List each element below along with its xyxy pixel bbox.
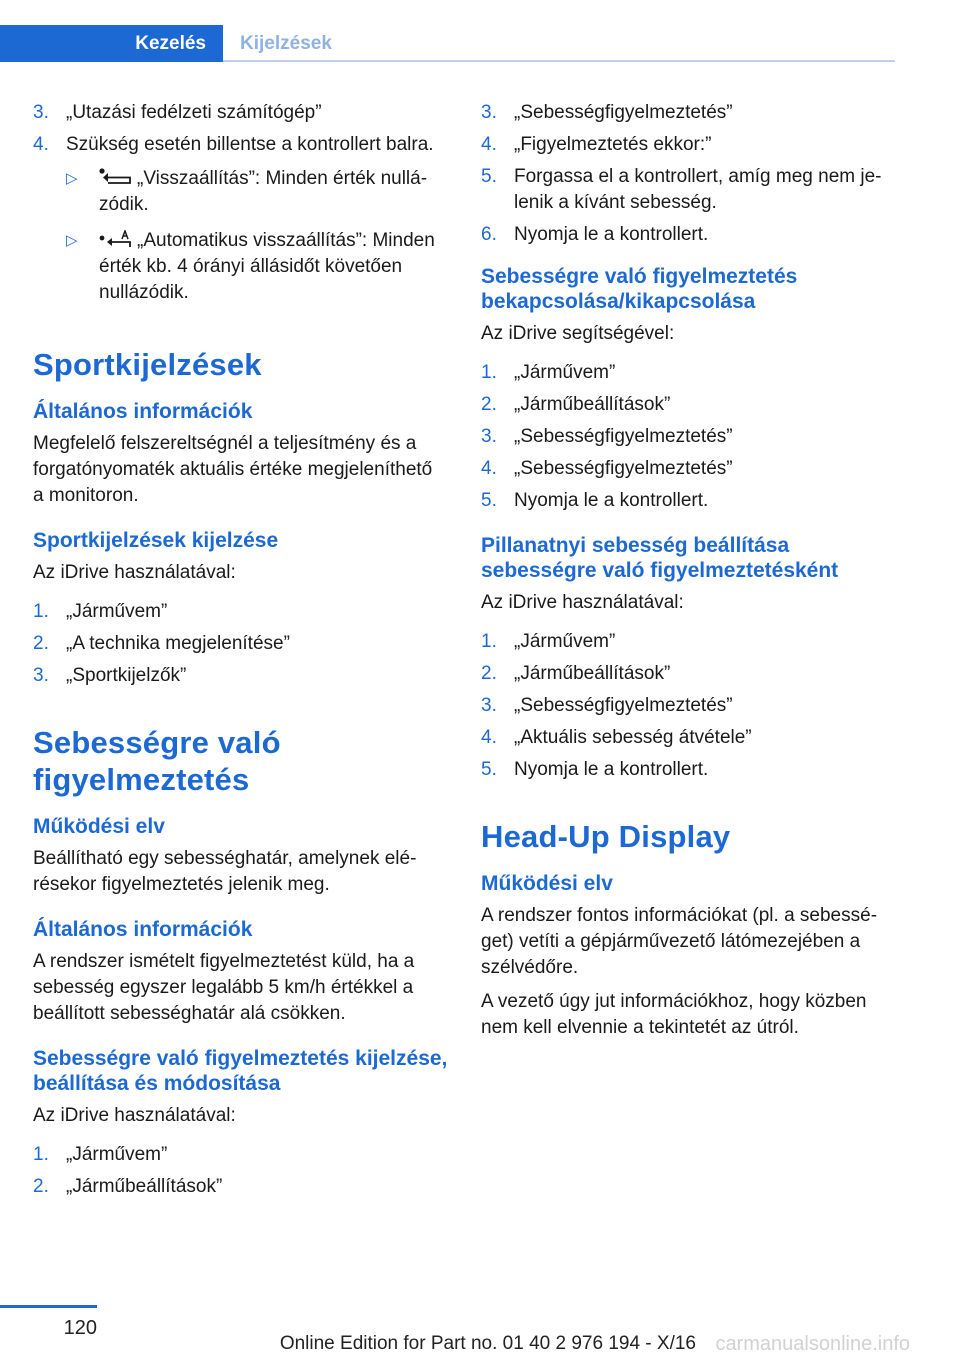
right-column	[481, 100, 896, 1041]
chapter-title-hud: Head-Up Display	[481, 819, 731, 854]
section-heading: Pillanatnyi sebesség beállítása sebességre való figyelmeztetésként	[481, 534, 839, 582]
list-item: 6. Nyomja le a kontrollert.	[481, 224, 709, 245]
warning-setup-steps-continued	[481, 100, 896, 248]
triangle-marker-icon: ▷	[66, 232, 78, 249]
warning-setup-steps	[33, 1142, 448, 1200]
tab-kezeles[interactable]: Kezelés	[0, 25, 223, 62]
paragraph: Az iDrive használatával:	[33, 562, 236, 583]
section-heading: Általános információk	[33, 918, 253, 941]
paragraph: A rendszer fontos információkat (pl. a sebességet) vetíti a gépjárművezető látómezejében a szélvédőre.	[481, 905, 878, 978]
section-heading: Sportkijelzések kijelzése	[33, 529, 279, 552]
list-item: 5. Forgassa el a kontrollert, amíg meg nem jelenik a kívánt sebesség.	[481, 166, 882, 213]
list-item: 2. „Járműbeállítások”	[481, 394, 671, 415]
trip-computer-steps	[33, 100, 448, 306]
list-item: 1. „Járművem”	[481, 631, 616, 652]
list-item: 1. „Járművem”	[33, 1144, 168, 1165]
sub-list	[66, 166, 448, 306]
paragraph: Beállítható egy sebességhatár, amelynek elérésekor figyelmeztetés jelenik meg.	[33, 848, 417, 895]
section-heading: Működési elv	[481, 872, 613, 895]
list-item: 3. „Sportkijelzők”	[33, 665, 187, 686]
tab-kijelzesek[interactable]: Kijelzések	[240, 32, 332, 54]
list-item: 4. „Figyelmeztetés ekkor:”	[481, 134, 712, 155]
paragraph: Az iDrive használatával:	[481, 592, 684, 613]
page-header	[0, 0, 960, 62]
list-item: 2. „A technika megjelenítése”	[33, 633, 290, 654]
auto-reset-icon	[99, 230, 133, 248]
header-rule	[223, 60, 895, 62]
list-item: 3. „Sebességfigyelmeztetés”	[481, 695, 733, 716]
triangle-marker-icon: ▷	[66, 170, 78, 187]
list-item: 5. Nyomja le a kontrollert.	[481, 490, 709, 511]
sub-list-item: ▷ „Automatikus visszaállítás”: Minden érték kb. 4 órányi állásidőt követően nullázódik.	[66, 230, 435, 303]
footer-rule	[0, 1305, 97, 1308]
edition-text: Online Edition for Part no. 01 40 2 976 194 - X/16	[279, 1333, 696, 1354]
list-item: 3. „Sebességfigyelmeztetés”	[481, 102, 733, 123]
list-item: 3. „Utazási fedélzeti számítógép”	[33, 102, 322, 123]
list-item: 1. „Járművem”	[33, 601, 168, 622]
paragraph: Az iDrive használatával:	[33, 1105, 236, 1126]
toggle-steps	[481, 360, 896, 514]
paragraph: Az iDrive segítségével:	[481, 323, 675, 344]
sport-steps	[33, 599, 448, 689]
reset-icon	[99, 168, 133, 186]
list-item: 4. „Aktuális sebesség átvétele”	[481, 727, 752, 748]
paragraph: A rendszer ismételt figyelmeztetést küld, ha a sebesség egyszer legalább 5 km/h értékkel a beállított sebességhatár alá csökken.	[33, 951, 415, 1024]
sub-list-item: ▷ „Visszaállítás”: Minden érték nullázódik.	[66, 168, 428, 215]
left-column	[33, 100, 448, 1206]
paragraph: A vezető úgy jut információkhoz, hogy közben nem kell elvennie a tekintetét az útról.	[481, 991, 867, 1038]
chapter-title-speed-warning: Sebességre való figyelmeztetés	[33, 725, 281, 797]
section-heading: Általános információk	[33, 400, 253, 423]
list-item: 5. Nyomja le a kontrollert.	[481, 759, 709, 780]
chapter-title-sport: Sportkijelzések	[33, 347, 262, 382]
paragraph: Megfelelő felszereltségnél a teljesítmény és a forgatónyomaték aktuális értéke megjeleníthető a monitoron.	[33, 433, 433, 506]
list-item: 4. „Sebességfigyelmeztetés”	[481, 458, 733, 479]
watermark: carmanualsonline.info	[715, 1333, 910, 1355]
list-item: 2. „Járműbeállítások”	[33, 1176, 223, 1197]
current-speed-steps	[481, 629, 896, 783]
list-item: 1. „Járművem”	[481, 362, 616, 383]
section-heading: Sebességre való figyelmeztetés kijelzése, beállítása és módosítása	[33, 1047, 448, 1095]
section-heading: Sebességre való figyelmeztetés bekapcsolása/kikapcsolása	[481, 265, 798, 313]
page-number: 120	[63, 1317, 97, 1339]
list-item: 3. „Sebességfigyelmeztetés”	[481, 426, 733, 447]
section-heading: Működési elv	[33, 815, 165, 838]
list-item: 4. Szükség esetén billentse a kontrollert balra. ▷ „Visszaállítás”: Minden érték nullázódik. ▷ „Automatikus visszaállítás”: Minden érték kb. 4 órányi állásidőt követően nullázódik.	[33, 132, 448, 306]
list-item: 2. „Járműbeállítások”	[481, 663, 671, 684]
